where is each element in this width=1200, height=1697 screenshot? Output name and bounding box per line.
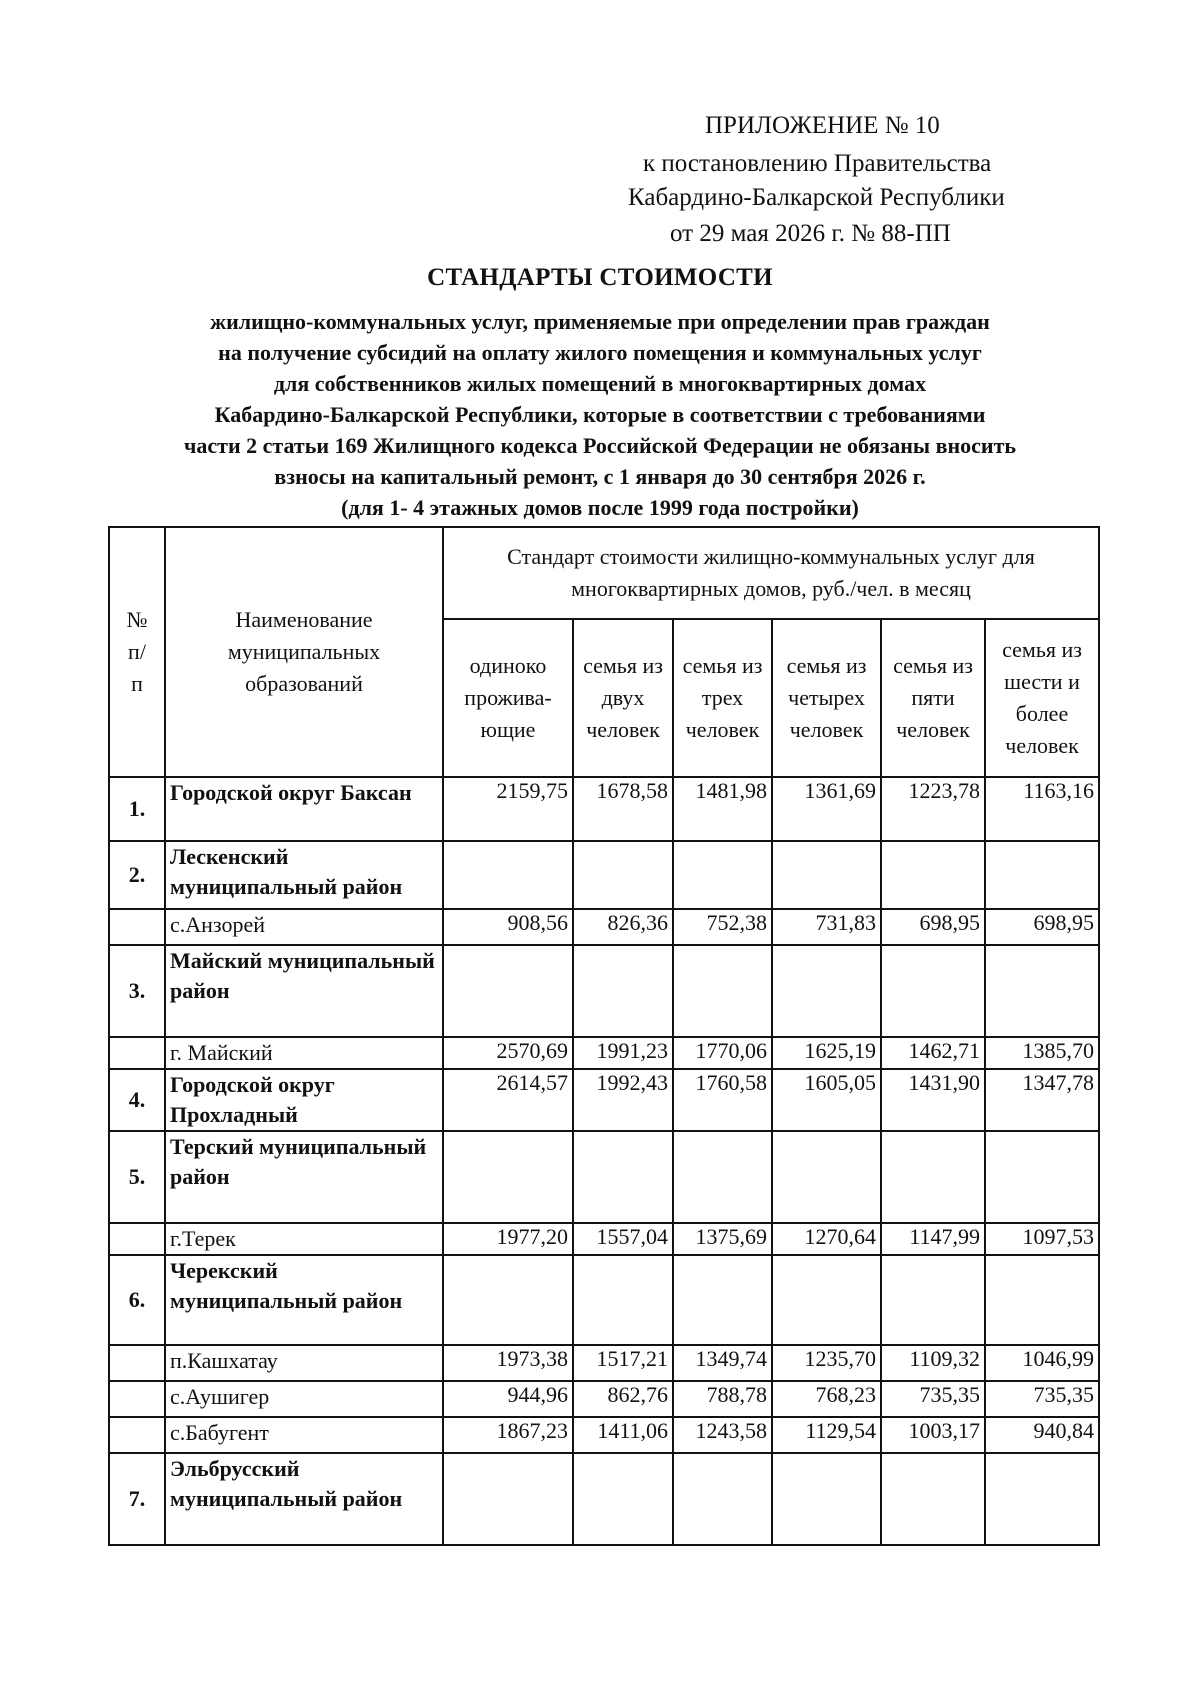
row-value-cell: [772, 1255, 881, 1345]
row-value-cell: [881, 1255, 985, 1345]
row-value-cell: 735,35: [985, 1381, 1099, 1417]
row-number: [109, 909, 165, 945]
subtitle-line: на получение субсидий на оплату жилого помещения и коммунальных услуг: [218, 340, 982, 365]
header-municipality: Наименование муниципальных образований: [165, 527, 443, 777]
row-municipality-name: Черекский муниципальный район: [165, 1255, 443, 1345]
row-municipality-name: п.Кашхатау: [165, 1345, 443, 1381]
row-value-cell: 1223,78: [881, 777, 985, 841]
row-value-cell: 1349,74: [673, 1345, 772, 1381]
row-value-cell: 1991,23: [573, 1037, 673, 1069]
row-value-cell: [985, 841, 1099, 909]
header-cost-standard: Стандарт стоимости жилищно-коммунальных услуг для многоквартирных домов, руб./чел. в месяц: [443, 527, 1099, 619]
row-value-cell: [772, 841, 881, 909]
subtitle-line: Кабардино-Балкарской Республики, которые в соответствии с требованиями: [214, 402, 986, 427]
appendix-date-line: от 29 мая 2026 г. № 88-ПП: [670, 220, 951, 247]
subtitle-line: взносы на капитальный ремонт, с 1 января до 30 сентября 2026 г.: [274, 464, 926, 489]
table-row: [109, 1131, 1099, 1223]
table-row: [109, 945, 1099, 1037]
row-municipality-name: Лескенский муниципальный район: [165, 841, 443, 909]
row-municipality-name: Терский муниципальный район: [165, 1131, 443, 1223]
row-value-cell: [673, 841, 772, 909]
row-number: 6.: [109, 1255, 165, 1345]
row-value-cell: [985, 945, 1099, 1037]
row-value-cell: [985, 1255, 1099, 1345]
subtitle-line: (для 1- 4 этажных домов после 1999 года постройки): [341, 495, 859, 520]
row-number: 2.: [109, 841, 165, 909]
document-title: СТАНДАРТЫ СТОИМОСТИ: [427, 264, 773, 291]
row-value-cell: [573, 1453, 673, 1545]
row-value-cell: [772, 1453, 881, 1545]
row-municipality-name: с.Анзорей: [165, 909, 443, 945]
row-number: [109, 1223, 165, 1255]
document-subtitle: [100, 306, 1100, 523]
table-row: [109, 909, 1099, 945]
row-value-cell: 1977,20: [443, 1223, 573, 1255]
row-value-cell: [443, 1255, 573, 1345]
row-value-cell: [881, 1453, 985, 1545]
row-value-cell: 768,23: [772, 1381, 881, 1417]
row-value-cell: [573, 945, 673, 1037]
row-value-cell: 752,38: [673, 909, 772, 945]
row-value-cell: 698,95: [985, 909, 1099, 945]
row-municipality-name: Городской округ Баксан: [165, 777, 443, 841]
standards-table: [108, 526, 1100, 1546]
row-number: 4.: [109, 1069, 165, 1131]
row-number: [109, 1345, 165, 1381]
row-value-cell: [573, 841, 673, 909]
row-value-cell: 1003,17: [881, 1417, 985, 1453]
table-row: [109, 1417, 1099, 1453]
row-municipality-name: с.Аушигер: [165, 1381, 443, 1417]
row-value-cell: 2614,57: [443, 1069, 573, 1131]
row-value-cell: [881, 945, 985, 1037]
header-family-3: семья из трех человек: [673, 619, 772, 777]
row-value-cell: 2159,75: [443, 777, 573, 841]
header-family-5: семья из пяти человек: [881, 619, 985, 777]
row-number: 7.: [109, 1453, 165, 1545]
row-value-cell: 2570,69: [443, 1037, 573, 1069]
row-value-cell: 1973,38: [443, 1345, 573, 1381]
row-value-cell: 826,36: [573, 909, 673, 945]
row-value-cell: 862,76: [573, 1381, 673, 1417]
subtitle-line: части 2 статьи 169 Жилищного кодекса Российской Федерации не обязаны вносить: [183, 433, 1017, 458]
row-value-cell: [443, 841, 573, 909]
row-value-cell: [985, 1131, 1099, 1223]
row-number: 1.: [109, 777, 165, 841]
row-value-cell: [881, 841, 985, 909]
row-value-cell: 1235,70: [772, 1345, 881, 1381]
row-value-cell: 1147,99: [881, 1223, 985, 1255]
row-value-cell: 1385,70: [985, 1037, 1099, 1069]
header-number: № п/п: [109, 527, 165, 777]
row-number: [109, 1417, 165, 1453]
table-row: [109, 777, 1099, 841]
row-value-cell: 1605,05: [772, 1069, 881, 1131]
row-value-cell: [673, 1255, 772, 1345]
row-value-cell: 1375,69: [673, 1223, 772, 1255]
row-municipality-name: с.Бабугент: [165, 1417, 443, 1453]
row-number: 3.: [109, 945, 165, 1037]
table-row: [109, 1453, 1099, 1545]
row-value-cell: 1109,32: [881, 1345, 985, 1381]
row-value-cell: 1361,69: [772, 777, 881, 841]
row-value-cell: [772, 1131, 881, 1223]
table-row: [109, 1345, 1099, 1381]
table-row: [109, 1255, 1099, 1345]
row-value-cell: [673, 1131, 772, 1223]
row-number: [109, 1381, 165, 1417]
row-value-cell: [443, 1131, 573, 1223]
row-municipality-name: г. Майский: [165, 1037, 443, 1069]
row-value-cell: 1462,71: [881, 1037, 985, 1069]
header-family-6plus: семья из шести и более человек: [985, 619, 1099, 777]
subtitle-line: для собственников жилых помещений в многоквартирных домах: [273, 371, 927, 396]
table-row: [109, 1069, 1099, 1131]
row-municipality-name: Майский муниципальный район: [165, 945, 443, 1037]
row-value-cell: 1557,04: [573, 1223, 673, 1255]
row-value-cell: 1243,58: [673, 1417, 772, 1453]
row-value-cell: 940,84: [985, 1417, 1099, 1453]
row-value-cell: [673, 1453, 772, 1545]
table-header: [109, 527, 1099, 777]
header-family-2: семья из двух человек: [573, 619, 673, 777]
row-value-cell: 1481,98: [673, 777, 772, 841]
row-municipality-name: Городской округ Прохладный: [165, 1069, 443, 1131]
row-value-cell: [443, 945, 573, 1037]
row-value-cell: [443, 1453, 573, 1545]
row-value-cell: 1411,06: [573, 1417, 673, 1453]
row-value-cell: [985, 1453, 1099, 1545]
header-family-4: семья из четырех человек: [772, 619, 881, 777]
row-municipality-name: г.Терек: [165, 1223, 443, 1255]
row-value-cell: 908,56: [443, 909, 573, 945]
row-value-cell: [881, 1131, 985, 1223]
appendix-decree-line: к постановлению Правительства: [643, 150, 992, 177]
row-municipality-name: Эльбрусский муниципальный район: [165, 1453, 443, 1545]
row-value-cell: 1270,64: [772, 1223, 881, 1255]
row-value-cell: [573, 1255, 673, 1345]
row-value-cell: 1046,99: [985, 1345, 1099, 1381]
row-value-cell: 735,35: [881, 1381, 985, 1417]
table-row: [109, 1381, 1099, 1417]
table-row: [109, 1223, 1099, 1255]
row-value-cell: 1678,58: [573, 777, 673, 841]
row-value-cell: 1992,43: [573, 1069, 673, 1131]
appendix-republic-line: Кабардино-Балкарской Республики: [628, 184, 1005, 211]
row-value-cell: 698,95: [881, 909, 985, 945]
row-value-cell: 1129,54: [772, 1417, 881, 1453]
table-row: [109, 1037, 1099, 1069]
subtitle-line: жилищно-коммунальных услуг, применяемые при определении прав граждан: [210, 309, 990, 334]
row-value-cell: 1770,06: [673, 1037, 772, 1069]
row-value-cell: 1867,23: [443, 1417, 573, 1453]
row-number: 5.: [109, 1131, 165, 1223]
row-value-cell: 1347,78: [985, 1069, 1099, 1131]
row-value-cell: 788,78: [673, 1381, 772, 1417]
row-number: [109, 1037, 165, 1069]
row-value-cell: [772, 945, 881, 1037]
row-value-cell: [673, 945, 772, 1037]
row-value-cell: 1625,19: [772, 1037, 881, 1069]
header-single: одиноко прожива-ющие: [443, 619, 573, 777]
table-row: [109, 841, 1099, 909]
row-value-cell: 1431,90: [881, 1069, 985, 1131]
row-value-cell: [573, 1131, 673, 1223]
row-value-cell: 1097,53: [985, 1223, 1099, 1255]
appendix-number: ПРИЛОЖЕНИЕ № 10: [705, 112, 940, 139]
row-value-cell: 944,96: [443, 1381, 573, 1417]
row-value-cell: 1163,16: [985, 777, 1099, 841]
table-body: [109, 777, 1099, 1545]
row-value-cell: 1517,21: [573, 1345, 673, 1381]
row-value-cell: 731,83: [772, 909, 881, 945]
row-value-cell: 1760,58: [673, 1069, 772, 1131]
